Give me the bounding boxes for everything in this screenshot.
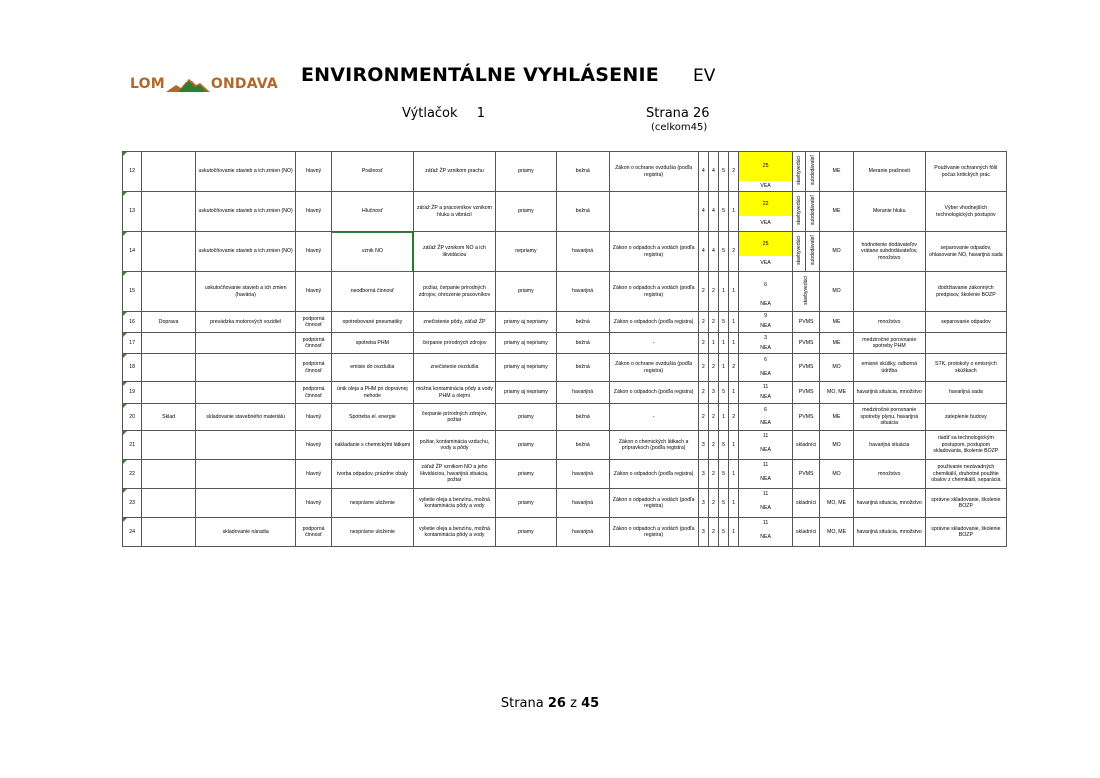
impact-kind-cell: priamy aj nepriamy	[496, 333, 557, 354]
responsible-cell: PVMS	[792, 460, 819, 489]
score-cell: 5	[718, 192, 728, 232]
legislation-cell: Zákon o odpadoch (podľa registra)	[609, 382, 698, 404]
monitoring-cell: MO, ME	[820, 489, 853, 518]
score-cell: 1	[729, 382, 739, 404]
table-row	[123, 272, 1007, 298]
impact-cell: čerpanie prírodných zdrojov	[413, 333, 495, 354]
impact-cell: záťaž ŽP vznikom prachu	[413, 152, 495, 192]
responsible-cell: PVMS	[792, 354, 819, 382]
activity-cell: prevádzka motorových vozidiel	[195, 312, 295, 333]
measure-cell: použivanie nezávadných chemikálií, druhotné použitie obalov z chemikálií, separácia	[925, 460, 1006, 489]
responsible-cell: PVMS	[792, 312, 819, 333]
significance-label-cell: VEA	[739, 256, 793, 272]
impact-cell: vylietie oleja a benzínu, možná kontaminácia pôdy a vody	[413, 518, 495, 547]
responsible-cell: skladníci	[792, 431, 819, 460]
score-cell: 1	[708, 333, 718, 354]
score-cell: 2	[729, 152, 739, 192]
impact-cell: požiar, čerpanie prírodných zdrojov, ohrozenie pracovníkov	[413, 272, 495, 312]
measure-cell: Výber vhodnejších technologických postupov	[925, 192, 1006, 232]
impact-cell: záťaž ŽP vznikom NO a jeho likvidáciou, havarijná situácia, požiar	[413, 460, 495, 489]
significance-value-cell: 22	[739, 192, 793, 216]
score-cell: 1	[729, 489, 739, 518]
score-cell: 5	[718, 152, 728, 192]
monitoring-cell: MO	[820, 272, 853, 312]
score-cell: 4	[708, 192, 718, 232]
significance-value-cell: 3	[739, 333, 793, 343]
aspect-cell: neodborná činnosť	[331, 272, 413, 312]
aspect-cell: Prašnosť	[331, 152, 413, 192]
page-total-header: (celkom45)	[651, 122, 708, 133]
score-cell: 1	[729, 312, 739, 333]
monitoring-cell: MO	[820, 232, 853, 272]
footer-prefix: Strana	[500, 696, 544, 711]
row-number-cell: 17	[123, 333, 142, 354]
significance-value-cell: 6	[739, 272, 793, 298]
table-row	[123, 431, 1007, 441]
legislation-cell: -	[609, 404, 698, 431]
score-cell: 1	[718, 333, 728, 354]
area-cell	[142, 192, 196, 232]
situation-cell: havarijná	[556, 518, 609, 547]
significance-value-cell: 11	[739, 489, 793, 499]
responsible-cell: PVMS	[792, 382, 819, 404]
monitored-parameter-cell: emisné skúšky, odborná údržba	[853, 354, 925, 382]
aspect-cell: nesprávne uloženie	[331, 489, 413, 518]
score-cell: 3	[698, 518, 708, 547]
measure-cell: STK, protokoly o emisných skúškach	[925, 354, 1006, 382]
monitored-parameter-cell: medziročné porovnanie spotreby PHM	[853, 333, 925, 354]
monitored-parameter-cell: množstvo	[853, 312, 925, 333]
row-number-cell: 15	[123, 272, 142, 312]
monitored-parameter-cell: množstvo	[853, 460, 925, 489]
row-number-cell: 12	[123, 152, 142, 192]
monitoring-cell: ME	[820, 312, 853, 333]
score-cell: 2	[708, 354, 718, 382]
activity-type-cell: podporná činnosť	[296, 518, 331, 547]
impact-cell: záťaž ŽP a pracovníkov vznikom hluku a vibrácií	[413, 192, 495, 232]
row-number-cell: 14	[123, 232, 142, 272]
impact-cell: možná kontaminácia pôdy a vody PHM a olejmi	[413, 382, 495, 404]
score-cell: 4	[698, 152, 708, 192]
situation-cell: bežná	[556, 333, 609, 354]
impact-cell: záťaž ŽP vznikom NO a ich likvidáciou	[413, 232, 495, 272]
situation-cell: havarijná	[556, 460, 609, 489]
score-cell: 2	[729, 232, 739, 272]
monitoring-cell: MO	[820, 460, 853, 489]
area-cell: Doprava	[142, 312, 196, 333]
measure-cell: separovanie odpadov	[925, 312, 1006, 333]
measure-cell: správne skladovanie, školenie BOZP	[925, 489, 1006, 518]
score-cell: 5	[718, 431, 728, 460]
significance-label-cell: NEA	[739, 441, 793, 460]
monitored-parameter-cell	[853, 272, 925, 312]
row-number-cell: 23	[123, 489, 142, 518]
activity-type-cell: hlavný	[296, 152, 331, 192]
significance-value-cell: 11	[739, 460, 793, 470]
page-title: ENVIRONMENTÁLNE VYHLÁSENIE	[301, 64, 659, 86]
impact-cell: znečistenie ovzdušia	[413, 354, 495, 382]
table-row	[123, 518, 1007, 528]
impact-cell: čerpanie prírodných zdrojov, požiar	[413, 404, 495, 431]
row-number-cell: 16	[123, 312, 142, 333]
impact-kind-cell: priamy	[496, 192, 557, 232]
area-cell	[142, 431, 196, 460]
situation-cell: havarijná	[556, 272, 609, 312]
monitored-parameter-cell: havarijná situácia, množstvo	[853, 518, 925, 547]
aspect-cell: opotrebované pneumatiky	[331, 312, 413, 333]
impact-kind-cell: priamy aj nepriamy	[496, 312, 557, 333]
area-cell	[142, 460, 196, 489]
table-row	[123, 232, 1007, 256]
score-cell: 3	[698, 431, 708, 460]
score-cell: 2	[698, 404, 708, 431]
monitored-parameter-cell: Meranie prašnosti	[853, 152, 925, 192]
responsible-cell	[792, 272, 819, 312]
score-cell: 5	[718, 382, 728, 404]
responsible-secondary-cell-text: subdodávateľ	[809, 235, 816, 266]
table-row	[123, 312, 1007, 321]
score-cell: 2	[698, 382, 708, 404]
legislation-cell: Zákon o odpadoch a vodách (podľa registra)	[609, 232, 698, 272]
row-number-cell: 18	[123, 354, 142, 382]
activity-cell: skladovanie stavebného materiálu	[195, 404, 295, 431]
score-cell: 2	[708, 518, 718, 547]
responsible-secondary-cell	[806, 152, 820, 192]
area-cell	[142, 382, 196, 404]
table-row	[123, 192, 1007, 216]
legislation-cell: Zákon o odpadoch a vodách (podľa registra)	[609, 272, 698, 312]
logo-text-right: ONDAVA	[210, 76, 278, 92]
row-number-cell: 20	[123, 404, 142, 431]
significance-value-cell: 11	[739, 382, 793, 392]
score-cell: 2	[708, 431, 718, 460]
score-cell: 1	[729, 518, 739, 547]
situation-cell: bežná	[556, 312, 609, 333]
score-cell: 2	[708, 312, 718, 333]
footer-total: 45	[581, 696, 600, 711]
score-cell: 3	[708, 382, 718, 404]
score-cell: 2	[698, 312, 708, 333]
situation-cell: bežná	[556, 354, 609, 382]
significance-label-cell: NEA	[739, 470, 793, 489]
measure-cell: Použivanie ochranných fólií počas kritických prác	[925, 152, 1006, 192]
aspect-cell: spotreba PHM	[331, 333, 413, 354]
score-cell: 5	[718, 312, 728, 333]
responsible-secondary-cell	[806, 192, 820, 232]
row-number-cell: 21	[123, 431, 142, 460]
area-cell	[142, 333, 196, 354]
score-cell: 5	[718, 518, 728, 547]
activity-cell: uskutočňovanie stavieb a ich zmien (NO)	[195, 152, 295, 192]
activity-cell	[195, 460, 295, 489]
legislation-cell: Zákon o odpadoch a vodách (podľa registra)	[609, 489, 698, 518]
aspect-cell: vznik NO	[331, 232, 413, 272]
activity-cell: uskutočňovanie stavieb a ich zmien (NO)	[195, 232, 295, 272]
score-cell: 2	[698, 272, 708, 312]
impact-kind-cell: priamy aj nepriamy	[496, 382, 557, 404]
row-number-cell: 13	[123, 192, 142, 232]
area-cell	[142, 272, 196, 312]
score-cell: 1	[729, 460, 739, 489]
significance-label-cell: NEA	[739, 321, 793, 333]
monitored-parameter-cell: havarijná situácia, množstvo	[853, 489, 925, 518]
row-number-cell: 19	[123, 382, 142, 404]
responsible-cell-text: stavbyvedúci	[795, 235, 802, 265]
activity-cell: uskutočňovanie stavieb a ich zmien (havária)	[195, 272, 295, 312]
row-number-cell: 24	[123, 518, 142, 547]
significance-label-cell: VEA	[739, 181, 793, 192]
legislation-cell: Zákon o ochrane ovzdušia (podľa registra)	[609, 354, 698, 382]
activity-type-cell: podporná činnosť	[296, 382, 331, 404]
score-cell: 4	[708, 232, 718, 272]
activity-cell: uskutočňovanie stavieb a ich zmien (NO)	[195, 192, 295, 232]
area-cell	[142, 232, 196, 272]
footer-page: 26	[547, 696, 566, 711]
significance-value-cell: 9	[739, 312, 793, 321]
aspect-cell: emisie do ovzdušia	[331, 354, 413, 382]
score-cell: 3	[698, 489, 708, 518]
impact-kind-cell: priamy	[496, 460, 557, 489]
significance-value-cell: 25	[739, 152, 793, 181]
score-cell: 4	[698, 232, 708, 272]
score-cell: 3	[698, 460, 708, 489]
table-row	[123, 152, 1007, 181]
legislation-cell: Zákon o odpadoch a vodách (podľa registra)	[609, 518, 698, 547]
footer-mid: z	[570, 696, 577, 711]
significance-label-cell: NEA	[739, 392, 793, 404]
situation-cell: bežná	[556, 152, 609, 192]
aspect-cell: Spotreba el. energie	[331, 404, 413, 431]
activity-cell: skladovanie náradia	[195, 518, 295, 547]
score-cell: 2	[698, 333, 708, 354]
situation-cell: havarijná	[556, 489, 609, 518]
significance-label-cell: NEA	[739, 528, 793, 547]
legislation-cell: Zákon o chemických látkach a prípravkoch (podľa registra)	[609, 431, 698, 460]
impact-kind-cell: priamy	[496, 518, 557, 547]
monitored-parameter-cell: hodnotenie dodávateľov vrátane subdodávateľov, množstvo	[853, 232, 925, 272]
activity-cell	[195, 333, 295, 354]
responsible-cell	[792, 232, 805, 272]
monitoring-cell: ME	[820, 152, 853, 192]
responsible-cell-text: stavbyvedúci	[795, 195, 802, 225]
score-cell: 2	[729, 404, 739, 431]
significance-value-cell: 11	[739, 431, 793, 441]
area-cell	[142, 354, 196, 382]
significance-value-cell: 11	[739, 518, 793, 528]
table-row	[123, 333, 1007, 343]
copy-number	[402, 106, 485, 121]
score-cell: 1	[729, 272, 739, 312]
impact-kind-cell: priamy	[496, 404, 557, 431]
responsible-secondary-cell	[806, 232, 820, 272]
responsible-secondary-cell-text: subdodávateľ	[809, 155, 816, 186]
responsible-cell: PVMS	[792, 333, 819, 354]
activity-type-cell: hlavný	[296, 460, 331, 489]
activity-cell	[195, 382, 295, 404]
activity-type-cell: hlavný	[296, 404, 331, 431]
area-cell	[142, 489, 196, 518]
situation-cell: bežná	[556, 192, 609, 232]
responsible-cell-text: stavbyvedúci	[803, 275, 809, 305]
area-cell	[142, 518, 196, 547]
significance-value-cell: 6	[739, 354, 793, 367]
area-cell	[142, 152, 196, 192]
legislation-cell	[609, 192, 698, 232]
impact-kind-cell: priamy	[496, 272, 557, 312]
table-row	[123, 382, 1007, 392]
score-cell: 2	[708, 489, 718, 518]
page-footer	[0, 696, 1100, 711]
monitoring-cell: MO, ME	[820, 382, 853, 404]
activity-type-cell: hlavný	[296, 232, 331, 272]
responsible-secondary-cell-text: subdodávateľ	[809, 195, 816, 226]
monitoring-cell: ME	[820, 333, 853, 354]
score-cell: 2	[729, 354, 739, 382]
aspect-cell: nakladanie s chemickými látkami	[331, 431, 413, 460]
table-row	[123, 354, 1007, 367]
aspect-cell: Hlučnosť	[331, 192, 413, 232]
copy-label: Výtlačok	[402, 106, 458, 121]
score-cell: 1	[718, 272, 728, 312]
impact-cell: vylietie oleja a benzínu, možná kontaminácia pôdy a vody	[413, 489, 495, 518]
measure-cell: správne skladovanie, školenie BOZP	[925, 518, 1006, 547]
activity-type-cell: podporná činnosť	[296, 312, 331, 333]
impact-kind-cell: priamy aj nepriamy	[496, 354, 557, 382]
aspect-cell: tvorba odpadov, prázdne obaly	[331, 460, 413, 489]
significance-label-cell: NEA	[739, 343, 793, 354]
score-cell: 1	[729, 431, 739, 460]
significance-label-cell: NEA	[739, 499, 793, 518]
score-cell: 5	[718, 489, 728, 518]
score-cell: 2	[698, 354, 708, 382]
significance-value-cell: 25	[739, 232, 793, 256]
responsible-cell	[792, 152, 805, 192]
measure-cell: dodržiavanie zákonných predpisov, školenie BOZP	[925, 272, 1006, 312]
score-cell: 4	[708, 152, 718, 192]
significance-value-cell: 6	[739, 404, 793, 417]
aspect-cell: nesprávne uloženie	[331, 518, 413, 547]
activity-type-cell: hlavný	[296, 489, 331, 518]
significance-label-cell: NEA	[739, 367, 793, 382]
responsible-cell: PVMS	[792, 404, 819, 431]
situation-cell: havarijná	[556, 382, 609, 404]
measure-cell: zateplenie budovy	[925, 404, 1006, 431]
responsible-cell: skladníci	[792, 489, 819, 518]
measure-cell: riadiť sa technologickým postupom, postupom skladovania, školenie BOZP	[925, 431, 1006, 460]
monitored-parameter-cell: havarijná situácia	[853, 431, 925, 460]
monitoring-cell: ME	[820, 192, 853, 232]
score-cell: 5	[718, 232, 728, 272]
impact-kind-cell: priamy	[496, 152, 557, 192]
mountain-logo-icon	[166, 76, 210, 92]
aspects-table-body	[123, 152, 1007, 547]
page-number-header: Strana 26	[646, 106, 710, 121]
activity-cell	[195, 489, 295, 518]
activity-type-cell: hlavný	[296, 431, 331, 460]
legislation-cell: Zákon o ochrane ovzdušia (podľa registra)	[609, 152, 698, 192]
score-cell: 5	[718, 460, 728, 489]
significance-label-cell: NEA	[739, 298, 793, 312]
significance-label-cell: NEA	[739, 417, 793, 431]
monitored-parameter-cell: medziročné porovnanie spotreby plynu, havarijná situácia	[853, 404, 925, 431]
legislation-cell: -	[609, 333, 698, 354]
legislation-cell: Zákon o odpadoch (podľa registra)	[609, 312, 698, 333]
score-cell: 2	[708, 272, 718, 312]
situation-cell: bežná	[556, 431, 609, 460]
copy-value: 1	[476, 106, 485, 121]
activity-type-cell: podporná činnosť	[296, 333, 331, 354]
situation-cell: bežná	[556, 404, 609, 431]
row-number-cell: 22	[123, 460, 142, 489]
responsible-cell: skladníci	[792, 518, 819, 547]
aspect-cell: únik oleja a PHM pri dopravnej nehode	[331, 382, 413, 404]
measure-cell: havarijná sada	[925, 382, 1006, 404]
significance-label-cell: VEA	[739, 216, 793, 232]
monitoring-cell: ME	[820, 404, 853, 431]
responsible-cell	[792, 192, 805, 232]
table-row	[123, 460, 1007, 470]
impact-kind-cell: nepriamy	[496, 232, 557, 272]
aspects-table	[122, 151, 1007, 547]
measure-cell	[925, 333, 1006, 354]
document-code: EV	[693, 66, 716, 86]
activity-cell	[195, 354, 295, 382]
monitoring-cell: MO	[820, 354, 853, 382]
activity-cell	[195, 431, 295, 460]
impact-kind-cell: priamy	[496, 489, 557, 518]
monitored-parameter-cell: havarijná situácia, množstvo	[853, 382, 925, 404]
responsible-cell-text: stavbyvedúci	[795, 155, 802, 185]
impact-cell: znečistenie pôdy, záťaž ŽP	[413, 312, 495, 333]
score-cell: 2	[708, 460, 718, 489]
measure-cell: separovanie odpadov, ohlasovanie NO, havarijná sada	[925, 232, 1006, 272]
company-logo	[130, 76, 278, 92]
score-cell: 4	[698, 192, 708, 232]
monitored-parameter-cell: Meranie hluku	[853, 192, 925, 232]
score-cell: 1	[729, 333, 739, 354]
impact-kind-cell: priamy	[496, 431, 557, 460]
activity-type-cell: hlavný	[296, 272, 331, 312]
monitoring-cell: MO	[820, 431, 853, 460]
area-cell: Sklad	[142, 404, 196, 431]
situation-cell: havarijná	[556, 232, 609, 272]
score-cell: 1	[718, 354, 728, 382]
logo-text-left: LOM	[130, 76, 165, 92]
activity-type-cell: hlavný	[296, 192, 331, 232]
activity-type-cell: podporná činnosť	[296, 354, 331, 382]
table-row	[123, 404, 1007, 417]
score-cell: 1	[718, 404, 728, 431]
monitoring-cell: MO, ME	[820, 518, 853, 547]
score-cell: 2	[708, 404, 718, 431]
impact-cell: požiar, kontaminácia vzduchu, vody a pôdy	[413, 431, 495, 460]
legislation-cell: Zákon o odpadoch (podľa registra)	[609, 460, 698, 489]
table-row	[123, 489, 1007, 499]
score-cell: 1	[729, 192, 739, 232]
